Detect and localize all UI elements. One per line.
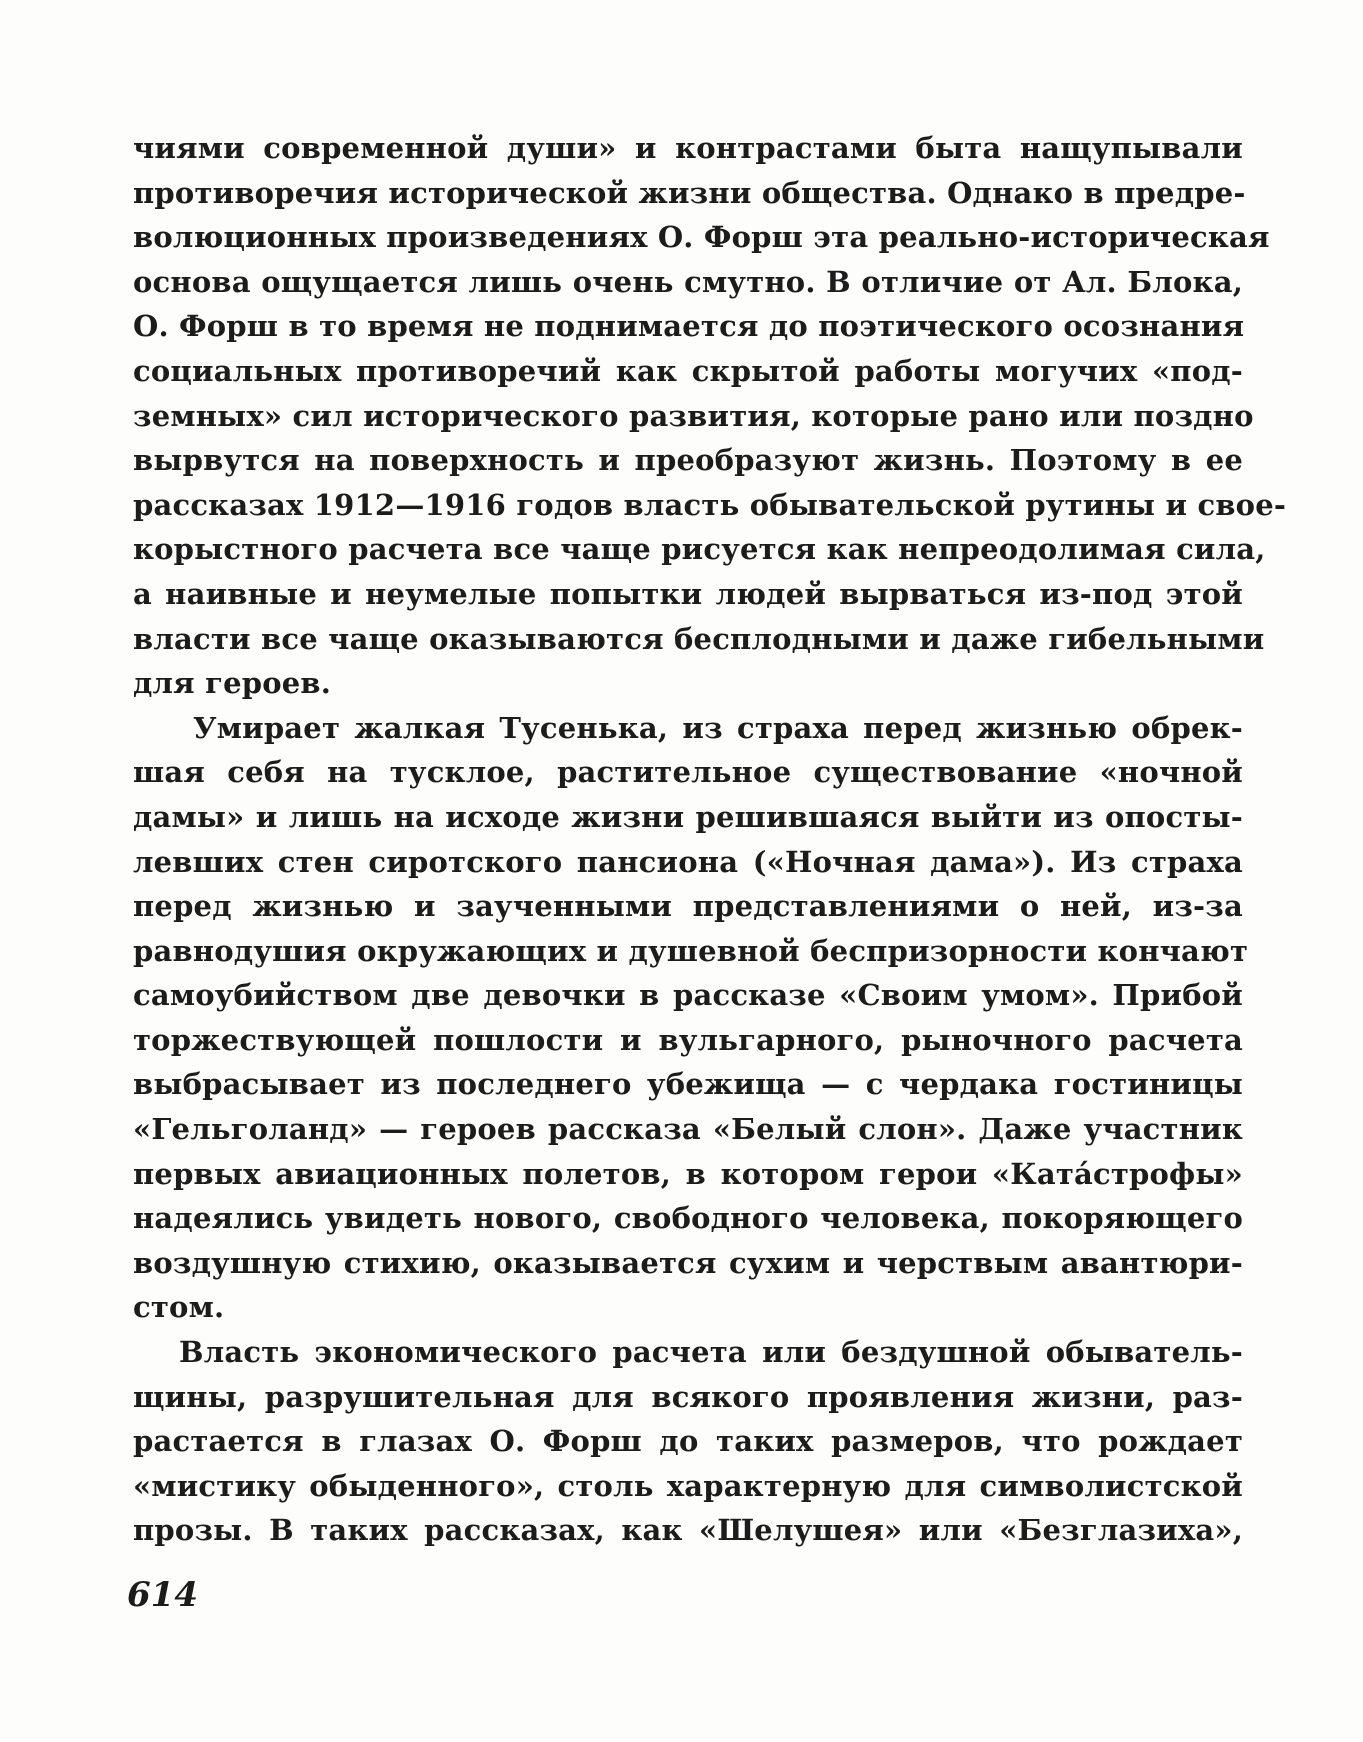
text-line: равнодушия окружающих и душевной беспризорности кончают xyxy=(133,933,1249,968)
text-line: корыстного расчета все чаще рисуется как непреодолимая сила, xyxy=(133,532,1266,567)
text-line: О. Форш в то время не поднимается до поэтического осознания xyxy=(133,309,1245,344)
text-line: дамы» и лишь на исходе жизни решившаяся выйти из опосты- xyxy=(133,799,1243,834)
text-line: рассказах 1912—1916 годов власть обывательской рутины и свое- xyxy=(133,487,1287,522)
text-line: воздушную стихию, оказывается сухим и черствым авантюри- xyxy=(133,1245,1243,1280)
text-line: самоубийством две девочки в рассказе «Своим умом». Прибой xyxy=(133,978,1243,1013)
paragraph-1 xyxy=(133,126,1287,706)
text-line: стом. xyxy=(133,1290,225,1325)
text-line: щины, разрушительная для всякого проявления жизни, раз- xyxy=(133,1379,1243,1414)
body-text xyxy=(133,126,1287,1553)
text-line: надеялись увидеть нового, свободного человека, покоряющего xyxy=(133,1201,1243,1236)
text-line: Умирает жалкая Тусенька, из страха перед жизнью обрек- xyxy=(193,710,1243,745)
text-line: власти все чаще оказываются бесплодными и даже гибельными xyxy=(133,621,1265,656)
text-line: противоречия исторической жизни общества. Однако в предре- xyxy=(133,175,1246,210)
text-line: перед жизнью и заученными представлениями о ней, из-за xyxy=(133,889,1243,924)
text-line: растается в глазах О. Форш до таких размеров, что рождает xyxy=(133,1424,1243,1459)
text-line: шая себя на тусклое, растительное существование «ночной xyxy=(133,755,1243,790)
text-line: вырвутся на поверхность и преобразуют жизнь. Поэтому в ее xyxy=(133,443,1243,478)
text-line: торжествующей пошлости и вульгарного, рыночного расчета xyxy=(133,1022,1243,1057)
text-line: волюционных произведениях О. Форш эта реально-историческая xyxy=(133,220,1270,255)
text-line: левших стен сиротского пансиона («Ночная дама»). Из страха xyxy=(133,844,1243,879)
text-line: Власть экономического расчета или бездушной обыватель- xyxy=(179,1335,1243,1370)
text-line: чиями современной души» и контрастами быта нащупывали xyxy=(133,131,1243,165)
page-number: 614 xyxy=(127,1575,198,1615)
text-line: социальных противоречий как скрытой работы могучих «под- xyxy=(133,353,1243,388)
text-line: земных» сил исторического развития, которые рано или поздно xyxy=(133,398,1254,433)
text-line: первых авиационных полетов, в котором герои «Катáстрофы» xyxy=(133,1156,1243,1191)
text-line: прозы. В таких рассказах, как «Шелушея» или «Безглазиха», xyxy=(133,1513,1243,1548)
paragraph-3 xyxy=(133,1330,1243,1553)
text-line: для героев. xyxy=(133,666,332,701)
text-line: основа ощущается лишь очень смутно. В отличие от Ал. Блока, xyxy=(133,264,1243,299)
text-line: «мистику обыденного», столь характерную для символистской xyxy=(133,1468,1243,1503)
text-line: а наивные и неумелые попытки людей вырваться из-под этой xyxy=(133,576,1243,611)
text-line: «Гельголанд» — героев рассказа «Белый слон». Даже участник xyxy=(133,1112,1243,1147)
text-line: выбрасывает из последнего убежища — с чердака гостиницы xyxy=(133,1067,1243,1102)
paragraph-2 xyxy=(133,706,1249,1330)
